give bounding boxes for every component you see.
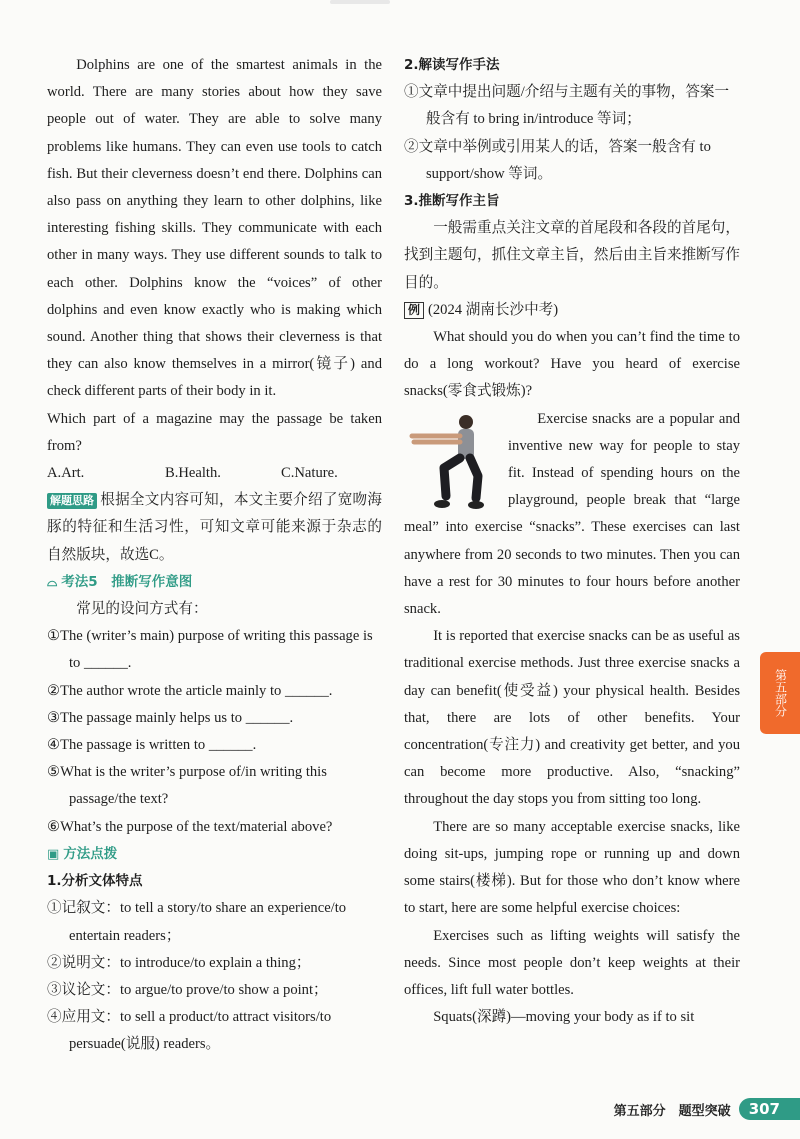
example-paragraph-with-figure [404,406,740,624]
form-item: ⑤What is the writer’s purpose of/in writing this passage/the text? [47,764,327,808]
footer-text: 第五部分 题型突破 [613,1103,731,1119]
form-item: ①The (writer’s main) purpose of writing this passage is to ______. [47,628,373,672]
example-paragraph: It is reported that exercise snacks can be as useful as traditional exercise methods. Just three exercise snacks a day can benefit(使受益) your physical health. Besides that, there are lots of other benefits. Your concentration(专注力) and creativity get better, and you can become more productive. Also, “snacking” throughout the day stops you from sitting too long. [404,628,740,808]
top-mark [330,0,390,4]
common-label: 常见的设问方式有： [76,601,208,618]
form-item: ④The passage is written to ______. [47,737,257,754]
method-icon: ▣ [47,846,60,862]
right-column [404,52,740,1031]
method-title [47,841,382,868]
m1-item: ②说明文：to introduce/to explain a thing； [47,954,311,971]
analysis-text: 根据全文内容可知，本文主要介绍了宽吻海豚的特征和生活习性，可知文章可能来源于杂志的自然版块，故选C。 [47,492,382,563]
example-tag: 例 [404,302,424,319]
squat-figure [404,410,502,514]
section-side-tab: 第五部分 [760,652,800,734]
m1-item: ①记叙文：to tell a story/to share an experience/to entertain readers； [47,900,347,944]
page-number: 307 [739,1098,800,1120]
m2-item: ②文章中举例或引用某人的话，答案一般含有 to support/show 等词。 [404,138,711,182]
example-paragraph-text: Exercise snacks are a popular and inventive new way for people to stay fit. Instead of spending hours on the playground, people break that “large meal” into exercise “snacks”. These exercises can last anywhere from 20 seconds to two minutes. Then you can have a rest for 30 minutes to four hours before another snack. [404,410,740,618]
left-column [47,52,382,1059]
example-paragraph: Squats(深蹲)—moving your body as if to sit [433,1009,695,1026]
question: Which part of a magazine may the passage be taken from? [47,410,382,454]
form-item: ⑥What’s the purpose of the text/material above? [47,818,333,835]
method-title-text: 方法点拨 [63,845,118,862]
m2-title: 2.解读写作手法 [404,57,500,73]
section-title [47,569,382,596]
section-icon: ⌓ [47,574,58,590]
example-heading [404,297,740,324]
example-paragraph: Exercises such as lifting weights will satisfy the needs. Since most people don’t keep weights at their offices, lift full water bottles. [404,927,740,998]
form-item: ③The passage mainly helps us to ______. [47,709,294,726]
m3-text: 一般需重点关注文章的首尾段和各段的首尾句，找到主题句，抓住文章主旨，然后由主旨来推断写作目的。 [404,220,740,291]
m1-item: ④应用文：to sell a product/to attract visitors/to persuade(说服) readers。 [47,1009,332,1053]
m3-title: 3.推断写作主旨 [404,193,500,210]
m2-item: ①文章中提出问题/介绍与主题有关的事物，答案一般含有 to bring in/introduce 等词； [404,84,730,128]
option-b: B.Health. [165,465,221,482]
option-c: C.Nature. [281,465,338,482]
section-title-text: 考法5 推断写作意图 [61,573,193,590]
options [47,460,382,487]
passage-paragraph: Dolphins are one of the smartest animals in the world. There are many stories about how they save people out of water. They are able to solve many problems like humans. They can even use tools to catch fish. But their cleverness doesn’t end there. Dolphins can also pass on anything they learn to other dolphins, like interesting fishing skills. They communicate with each other in many ways. They use different sounds to talk to each other. Dolphins know the “voices” of other dolphins and even know exactly who is making which sound. Another thing that shows their cleverness is that they can also know themselves in a mirror(镜子) and check different parts of their body in it. [47,57,382,400]
option-a: A.Art. [47,465,85,482]
analysis [47,487,382,569]
example-paragraph: There are so many acceptable exercise snacks, like doing sit-ups, jumping rope or running up and down some stairs(楼梯). But for those who don’t know where to start, here are some helpful exercise choices: [404,818,740,917]
example-paragraph: What should you do when you can’t find the time to do a long workout? Have you heard of exercise snacks(零食式锻炼)? [404,329,740,400]
example-source: (2024 湖南长沙中考) [428,301,559,318]
analysis-tag: 解题思路 [47,493,97,509]
m1-title: 1.分析文体特点 [47,873,143,890]
page-footer [614,1098,800,1120]
m1-item: ③议论文：to argue/to prove/to show a point； [47,981,328,998]
form-item: ②The author wrote the article mainly to ______. [47,682,333,699]
